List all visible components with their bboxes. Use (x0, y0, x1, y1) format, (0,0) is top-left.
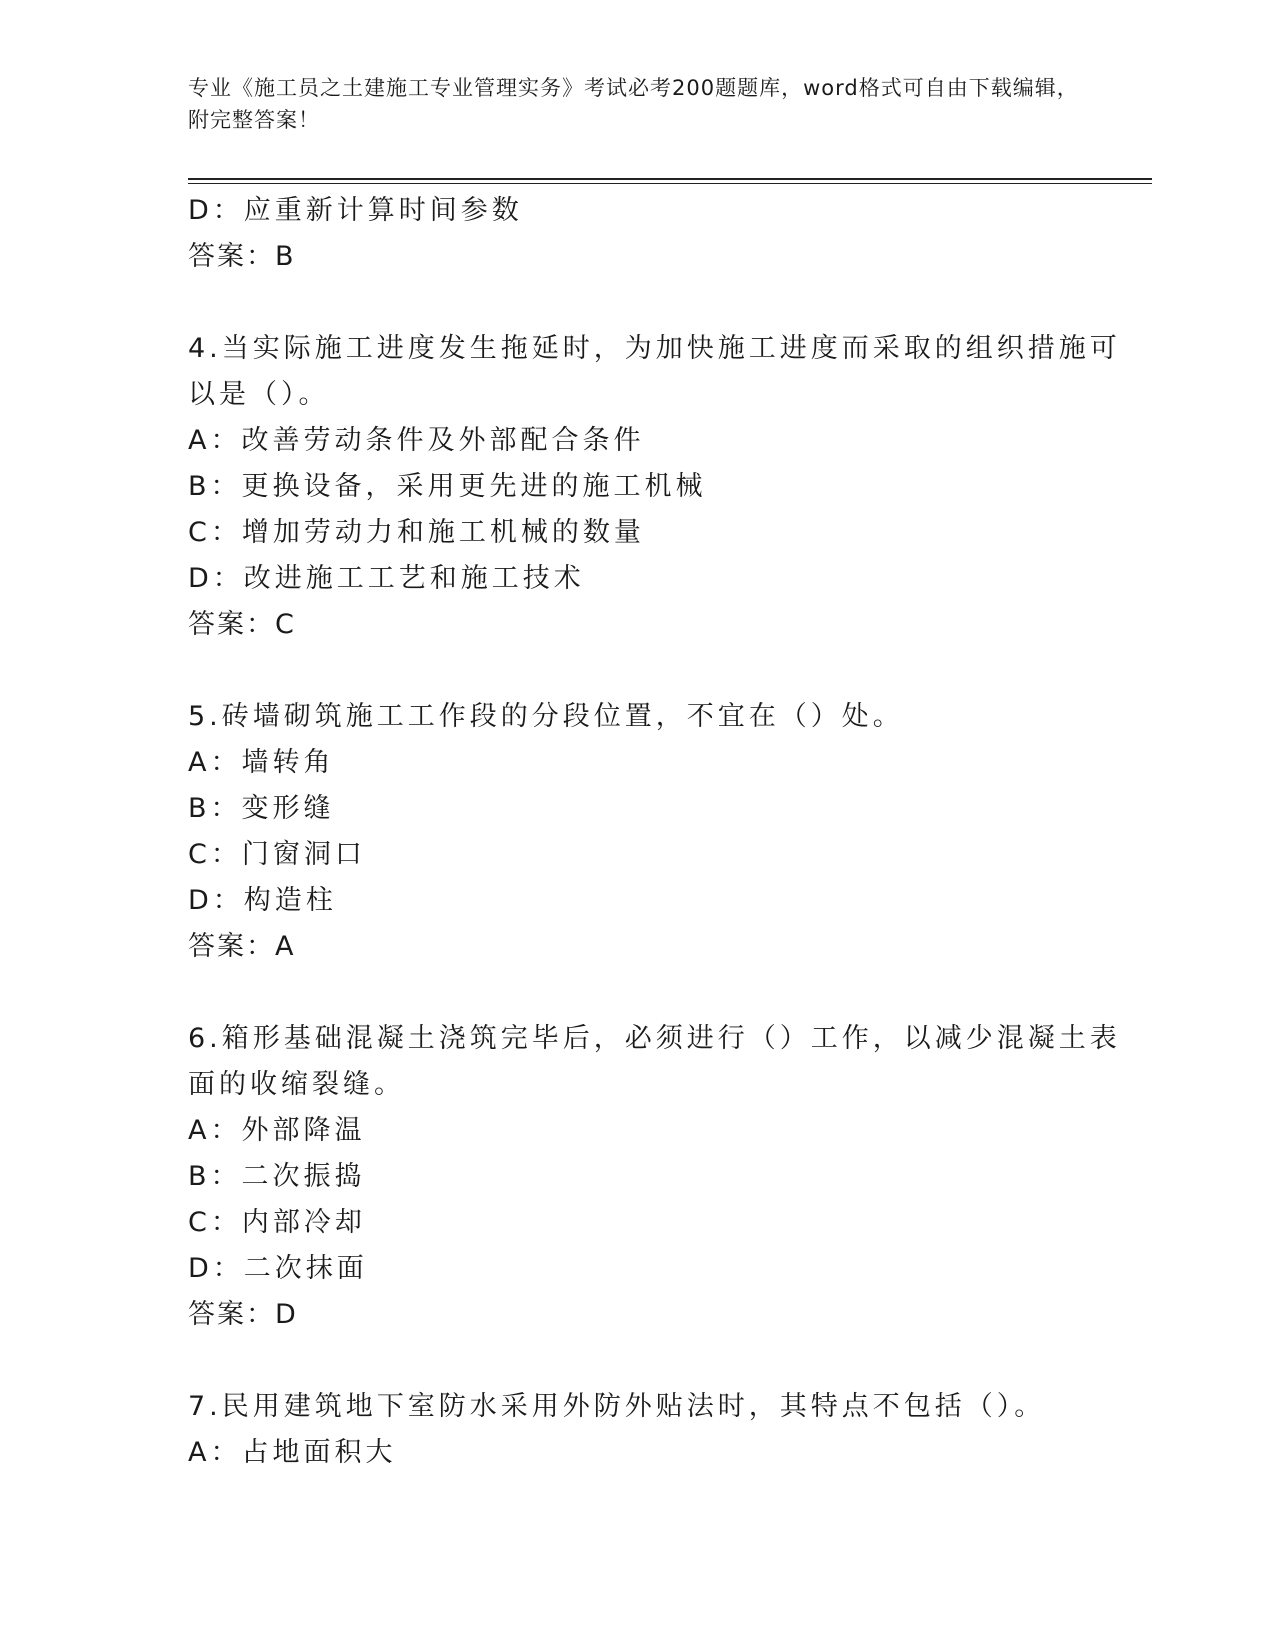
option-d: D：改进施工工艺和施工技术 (188, 563, 585, 594)
option-a: A：占地面积大 (188, 1437, 397, 1468)
question-block-4 (188, 326, 1121, 648)
option-b: B：二次振捣 (188, 1161, 366, 1192)
answer-line: 答案：C (188, 609, 296, 640)
option-c: C：内部冷却 (188, 1207, 366, 1238)
option-d: D：构造柱 (188, 885, 337, 916)
option-c: C：门窗洞口 (188, 839, 366, 870)
option-c: C：增加劳动力和施工机械的数量 (188, 517, 645, 548)
option-d: D：二次抹面 (188, 1253, 368, 1284)
question-stem: 面的收缩裂缝。 (188, 1069, 405, 1100)
question-content (188, 188, 1121, 1476)
page-header: 专业《施工员之土建施工专业管理实务》考试必考200题题库，word格式可自由下载编辑，附完整答案！ (188, 76, 1079, 132)
header-divider-thin (188, 183, 1152, 184)
option-a: A：外部降温 (188, 1115, 366, 1146)
header-divider (188, 178, 1152, 180)
option-a: A：墙转角 (188, 747, 335, 778)
question-stem: 5.砖墙砌筑施工工作段的分段位置，不宜在（）处。 (188, 701, 904, 732)
question-block-5 (188, 694, 1068, 970)
question-block-7 (188, 1384, 1068, 1476)
question-block-6 (188, 1016, 1121, 1338)
answer-line: 答案：B (188, 241, 296, 272)
question-stem: 6.箱形基础混凝土浇筑完毕后，必须进行（）工作，以减少混凝土表 (188, 1023, 1121, 1054)
option-d: D：应重新计算时间参数 (188, 195, 523, 226)
answer-line: 答案：D (188, 1299, 298, 1330)
option-a: A：改善劳动条件及外部配合条件 (188, 425, 645, 456)
question-stem: 以是（）。 (188, 379, 330, 410)
question-stem: 7.民用建筑地下室防水采用外防外贴法时，其特点不包括（）。 (188, 1391, 1046, 1422)
option-b: B：变形缝 (188, 793, 335, 824)
question-stem: 4.当实际施工进度发生拖延时，为加快施工进度而采取的组织措施可 (188, 333, 1121, 364)
option-b: B：更换设备，采用更先进的施工机械 (188, 471, 707, 502)
answer-line: 答案：A (188, 931, 296, 962)
